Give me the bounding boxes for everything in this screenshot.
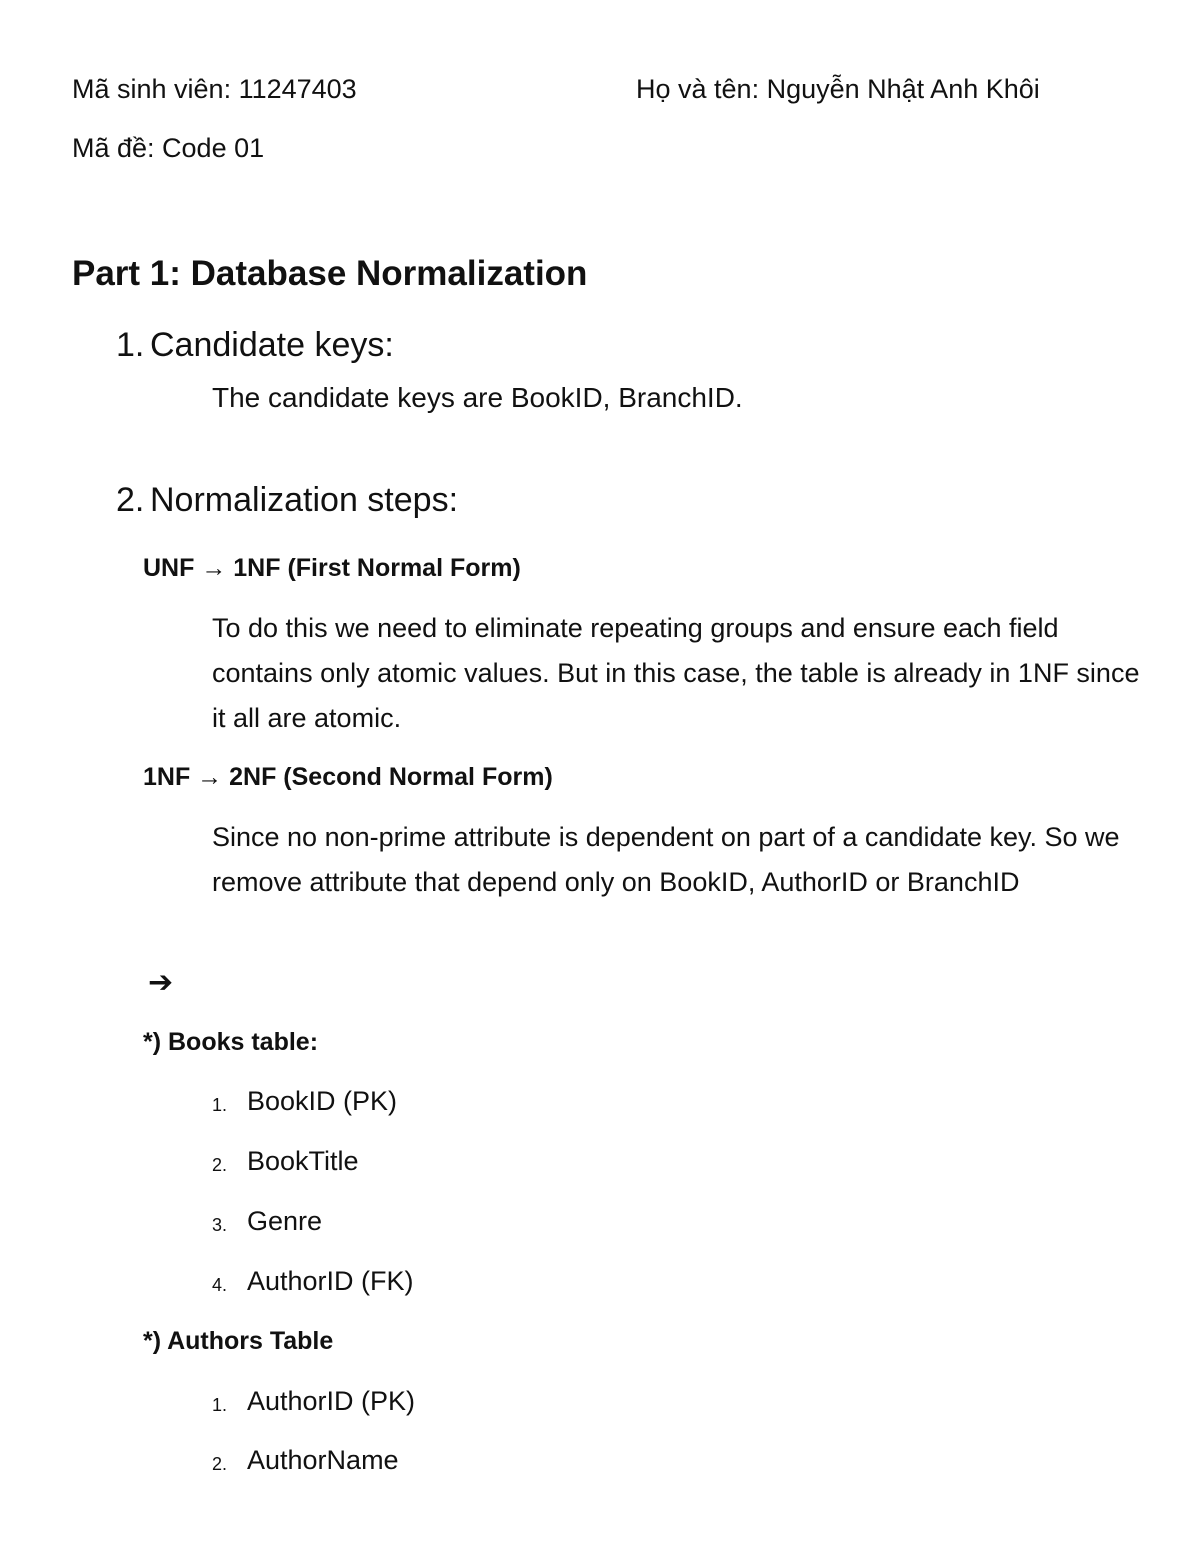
candidate-keys-text: The candidate keys are BookID, BranchID.: [212, 382, 743, 413]
list-number: 3.: [212, 1215, 228, 1235]
list-item: [0, 1266, 1200, 1300]
student-id: Mã sinh viên: 11247403: [72, 74, 357, 104]
list-number: 2.: [212, 1155, 228, 1175]
list-number: 2.: [212, 1454, 228, 1474]
list-label: BookTitle: [247, 1146, 359, 1176]
list-label: AuthorID (PK): [247, 1386, 416, 1416]
list-label: Genre: [247, 1206, 323, 1236]
list-number: 1.: [212, 1095, 228, 1115]
exam-code: Mã đề: Code 01: [72, 133, 265, 163]
student-name: Họ và tên: Nguyễn Nhật Anh Khôi: [636, 74, 1040, 104]
list-item: [0, 1386, 1200, 1420]
step-heading-unf-1nf: UNF → 1NF (First Normal Form): [143, 554, 521, 582]
section-heading-label: Candidate keys:: [150, 326, 394, 364]
list-item: [0, 1146, 1200, 1180]
right-arrow-icon: ➔: [148, 966, 174, 999]
list-item: [0, 1086, 1200, 1120]
list-label: AuthorID (FK): [247, 1266, 414, 1296]
authors-table-heading: *) Authors Table: [143, 1327, 334, 1355]
section-heading-normalization-steps: [116, 481, 458, 520]
section-number: 1.: [116, 326, 145, 364]
part-title: Part 1: Database Normalization: [72, 254, 588, 293]
list-label: BookID (PK): [247, 1086, 398, 1116]
step-heading-1nf-2nf: 1NF → 2NF (Second Normal Form): [143, 763, 553, 791]
step-text-unf-1nf: To do this we need to eliminate repeating groups and ensure each field contains only atomic values. But in this case, the table is already in 1NF since it all are atomic.: [212, 613, 1140, 733]
books-table-heading: *) Books table:: [143, 1028, 319, 1056]
section-number: 2.: [116, 481, 145, 519]
list-label: AuthorName: [247, 1445, 399, 1475]
list-item: [0, 1206, 1200, 1240]
list-number: 4.: [212, 1275, 228, 1295]
list-item: [0, 1445, 1200, 1479]
step-text-1nf-2nf: Since no non-prime attribute is dependent on part of a candidate key. So we remove attribute that depend only on BookID, AuthorID or BranchID: [212, 822, 1120, 897]
section-heading-label: Normalization steps:: [150, 481, 459, 519]
list-number: 1.: [212, 1395, 228, 1415]
section-heading-candidate-keys: [116, 326, 394, 365]
